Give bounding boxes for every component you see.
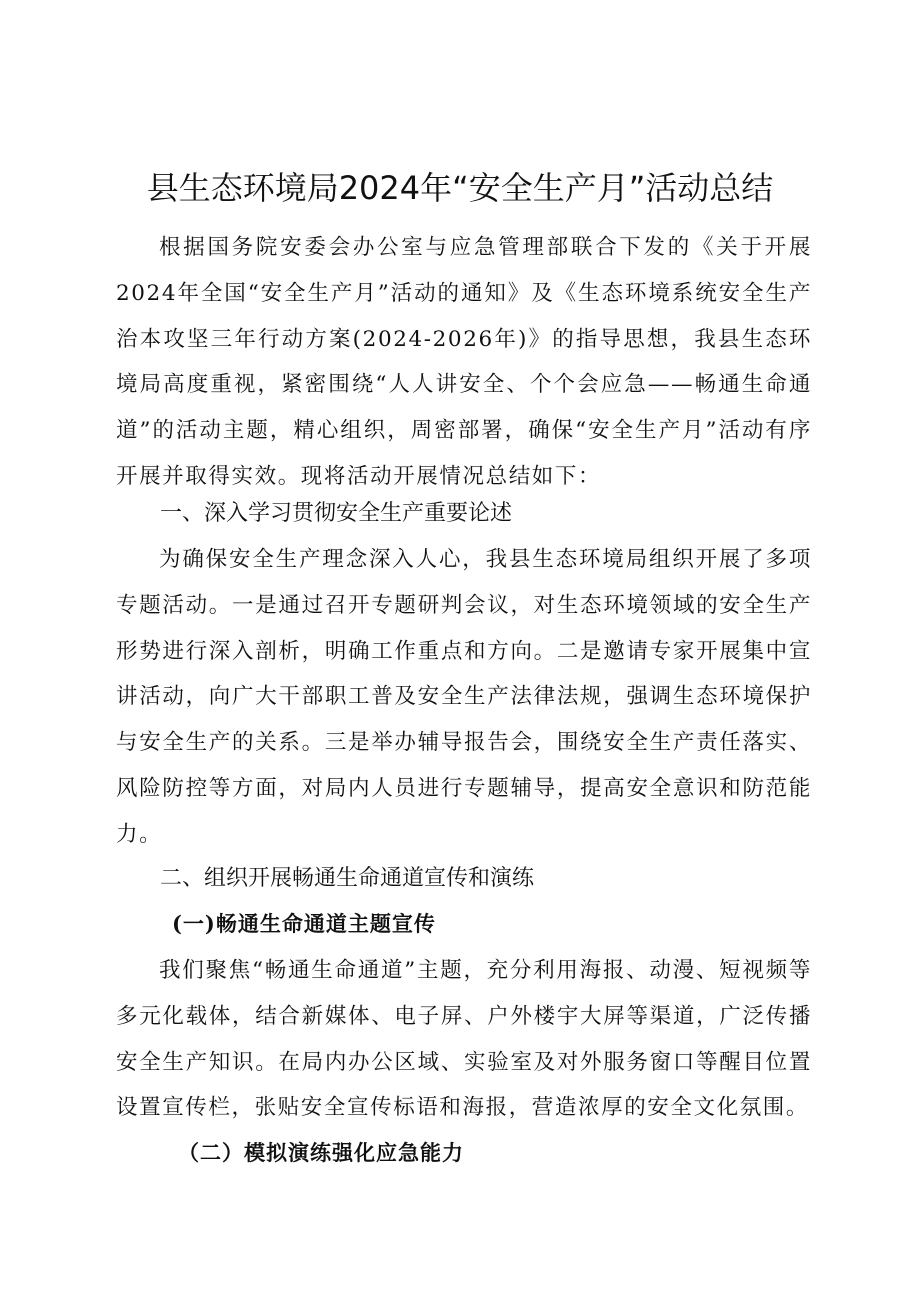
subsection-heading-1: (一)畅通生命通道主题宣传: [172, 911, 436, 936]
subsection-1-paragraph: 我们聚焦“畅通生命通道”主题，充分利用海报、动漫、短视频等多元化载体，结合新媒体、电子屏、户外楼宇大屏等渠道，广泛传播安全生产知识。在局内办公区域、实验室及对外服务窗口等醒目位置设置宣传栏，张贴安全宣传标语和海报，营造浓厚的安全文化氛围。: [116, 958, 812, 1121]
section-1-paragraph: 为确保安全生产理念深入人心，我县生态环境局组织开展了多项专题活动。一是通过召开专题研判会议，对生态环境领域的安全生产形势进行深入剖析，明确工作重点和方向。二是邀请专家开展集中宣讲活动，向广大干部职工普及安全生产法律法规，强调生态环境保护与安全生产的关系。三是举办辅导报告会，围绕安全生产责任落实、风险防控等方面，对局内人员进行专题辅导，提高安全意识和防范能力。: [116, 547, 812, 847]
section-heading-2: 二、组织开展畅通生命通道宣传和演练: [160, 866, 535, 891]
subsection-heading-2: （二）模拟演练强化应急能力: [178, 1140, 464, 1165]
section-heading-1: 一、深入学习贯彻安全生产重要论述: [160, 501, 513, 526]
document-title: 县生态环境局2024年“安全生产月”活动总结: [146, 169, 774, 207]
intro-paragraph: 根据国务院安委会办公室与应急管理部联合下发的《关于开展2024年全国“安全生产月”活动的通知》及《生态环境系统安全生产治本攻坚三年行动方案(2024-2026年)》的指导思想，我县生态环境局高度重视，紧密围绕“人人讲安全、个个会应急——畅通生命通道”的活动主题，精心组织，周密部署，确保“安全生产月”活动有序开展并取得实效。现将活动开展情况总结如下：: [116, 235, 812, 489]
